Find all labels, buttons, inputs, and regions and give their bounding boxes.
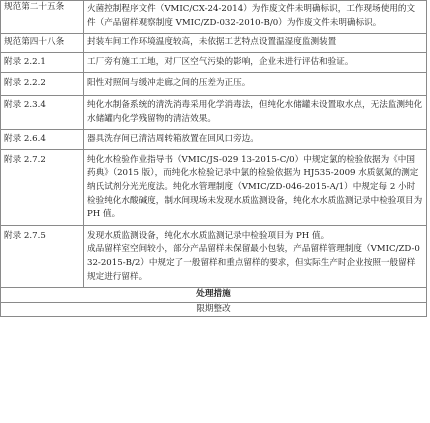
- clause-cell: 附录 2.7.2: [1, 149, 84, 225]
- table-row: [1, 52, 427, 73]
- table-row: [1, 95, 427, 129]
- clause-cell: 规范第四十八条: [1, 34, 84, 53]
- finding-text: 封装车间工作环境温度较高，未依据工艺特点设置温湿度监测装置: [84, 34, 427, 53]
- clause-cell: 附录 2.7.5: [1, 225, 84, 287]
- table-row: [1, 73, 427, 96]
- finding-text: 纯化水制备系统的清洗消毒采用化学消毒法，但纯化水储罐未设置取水点，无法监测纯化水储罐内化学残留物的清洁效果。: [84, 95, 427, 129]
- table-row: [1, 130, 427, 150]
- finding-text: [84, 149, 427, 225]
- finding-text: [84, 225, 427, 287]
- finding-paragraph: 成品留样室空间较小，部分产品留样未保留最小包装，产品留样管理制度（VMIC/ZD-032-2015-B/2）中规定了一般留样和重点留样的要求，但实际生产时企业按照一般留样规定进行留样。: [87, 244, 420, 282]
- finding-text: 阳性对照间与缓冲走廊之间的压差为正压。: [84, 73, 427, 96]
- table-row: [1, 1, 427, 34]
- clause-cell: 附录 2.3.4: [1, 95, 84, 129]
- table-row: [1, 34, 427, 53]
- finding-paragraph: 纯化水检验作业指导书（VMIC/JS-029 13-2015-C/0）中规定氯的检验依据为《中国药典》（2015 版），而纯化水检验记录中氯的检验依据为 HJ535-2009 水质氨氮的测定纳氏试剂分光光度法。纯化水管理制度（VMIC/ZD-046-2015-A/1）中规定每 2 小时检验纯化水酸碱度，制水间现场未发现水质监测设备，纯化水水质监测记录中检验项目为 PH 值。: [87, 154, 423, 220]
- finding-text: 火菌控制程序文件（VMIC/CX-24-2014）为作废文件未明确标识，工作现场使用的文件（产品留样观察制度 VMIC/ZD-032-2010-B/0）为作废文件未明确标识。: [84, 1, 427, 34]
- measures-heading: 处理措施: [1, 288, 427, 303]
- finding-text: 工厂旁有施工工地，对厂区空气污染的影响，企业未进行评估和验证。: [84, 52, 427, 73]
- clause-cell: 规范第二十五条: [1, 1, 84, 34]
- finding-paragraph: 发现水质监测设备，纯化水水质监测记录中检验项目为 PH 值。: [87, 230, 330, 241]
- table-row: [1, 149, 427, 225]
- table-row: [1, 302, 427, 317]
- measures-text: 限期整改: [1, 302, 427, 317]
- table-row: [1, 288, 427, 303]
- finding-text: 器具洗存间已清洁周转箱放置在回风口旁边。: [84, 130, 427, 150]
- clause-cell: 附录 2.2.1: [1, 52, 84, 73]
- table-row: [1, 225, 427, 287]
- clause-cell: 附录 2.2.2: [1, 73, 84, 96]
- clause-cell: 附录 2.6.4: [1, 130, 84, 150]
